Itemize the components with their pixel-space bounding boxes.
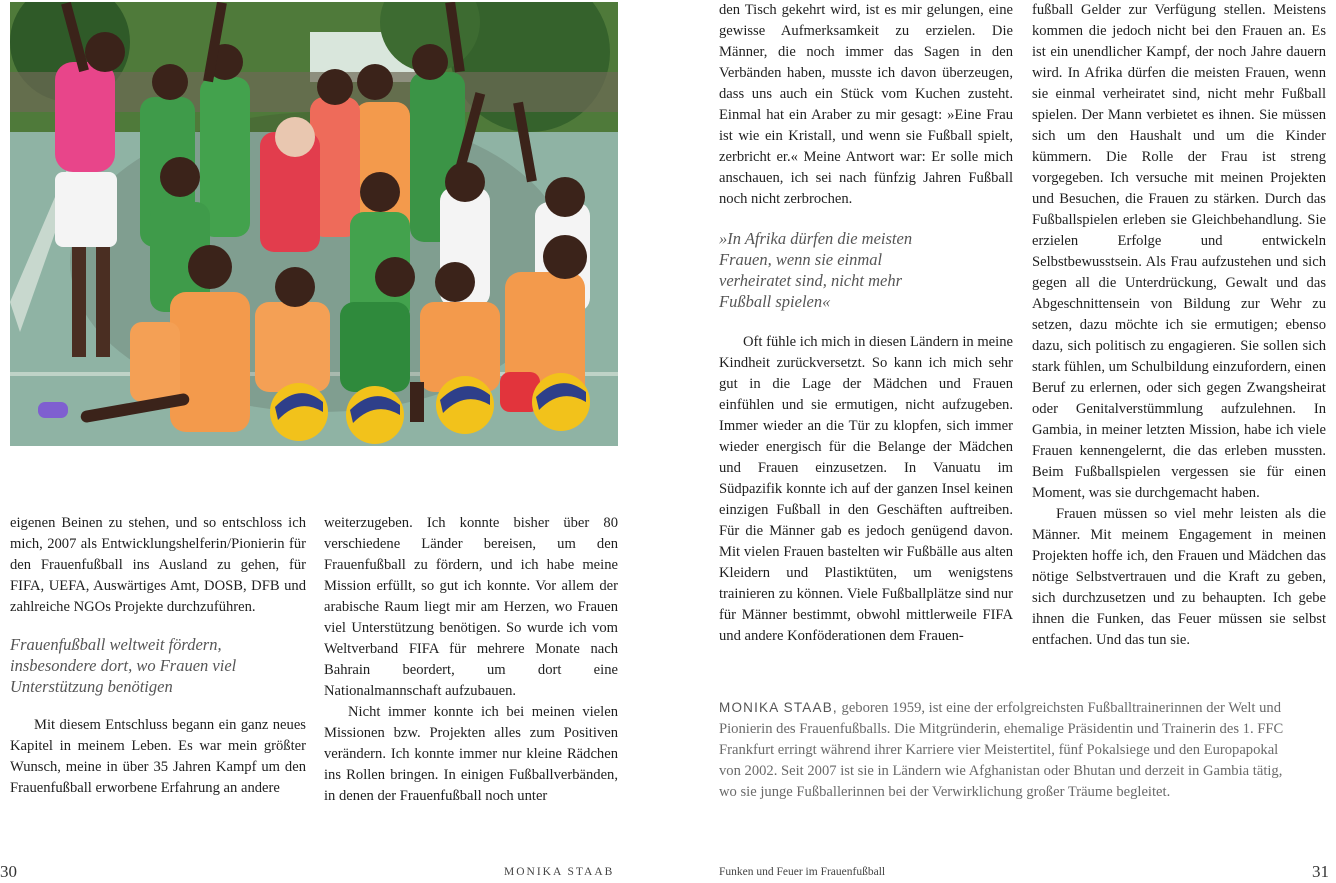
paragraph: fußball Gelder zur Verfügung stellen. Meistens kommen die jedoch nicht bei den Frauen an. Es ist ein unendlicher Kampf, der noch Jahre dauern wird. In Afrika dürfen die meisten Frauen, wenn sie einmal verheiratet sind, nicht mehr Fußball spielen. Der Mann verbietet es ihnen. Sie müssen sich um den Haushalt und um die Kinder kümmern. Die Rolle der Frau ist streng vorgegeben. Ich versuche mit meinen Projekten und Besuchen, die Frauen zu stärken. Durch das Fußballspielen erleben sie Gleichbehandlung. Sie erzielen Erfolge und entwickeln Selbstbewusstsein. Als Frau aufzustehen und sich gegen all die Unterdrückung, Gewalt und das Abgeschnittensein von Bildung zur Wehr zu setzen, dazu möchte ich sie ermutigen; ebenso dazu, sich politisch zu engagieren. Sie sollen sich stark fühlen, um Schulbildung einzufordern, einen Beruf zu erlernen, oder sich gegen Zwangsheirat oder Genitalverstümmlung aufzulehnen. In Gambia, in meiner letzten Mission, habe ich viele Frauen kennengelernt, die das erleben mussten. Beim Fußballspielen vergessen sie für einen Moment, was sie durchgemacht haben.: [1032, 2, 1326, 501]
paragraph: Frauen müssen so viel mehr leisten als die Männer. Mit meinem Engagement in meinen Projekten hoffe ich, den Frauen und Mädchen das nötige Selbstvertrauen und die Kraft zu geben, sich durchzusetzen und zu behaupten. Ich gebe ihnen die Funken, das Feuer müssen sie selbst entfachen. Und das tun sie.: [1032, 506, 1326, 648]
pull-quote-line: Frauen, wenn sie einmal: [719, 250, 883, 269]
author-name: MONIKA STAAB,: [719, 700, 838, 715]
team-photo-illustration: [10, 2, 618, 446]
pull-quote-line: insbesondere dort, wo Frauen viel: [10, 656, 237, 675]
paragraph: eigenen Beinen zu stehen, und so entschloss ich mich, 2007 als Entwicklungshelferin/Pionierin für den Frauenfußball ins Ausland zu gehen, für FIFA, UEFA, Auswärtiges Amt, DOSB, DFB und zahlreiche NGOs Projekte durchzuführen.: [10, 515, 306, 615]
paragraph: Oft fühle ich mich in diesen Ländern in meine Kindheit zurückversetzt. So kann ich mich sehr gut in die Lage der Mädchen und Frauen einfühlen und sie ermutigen, nicht aufzugeben. Immer wieder an die Tür zu klopfen, sich immer wieder energisch für die Belange der Mädchen und Frauen einzusetzen. In Vanuatu im Südpazifik konnte ich auf der ganzen Insel keinen einzigen Fußball in den Geschäften auftreiben. Für die Männer gab es jedoch genügend davon. Mit vielen Frauen bastelten wir Fußbälle aus alten Kleidern und Plastiktüten, um wenigstens trainieren zu können. Viele Fußballplätze sind nur für Männer bestimmt, obwohl mittlerweile FIFA und andere Konföderationen dem Frauen-: [719, 334, 1013, 644]
page-number: 30: [0, 862, 17, 881]
running-head: MONIKA STAAB: [504, 866, 615, 878]
pull-quote: [719, 228, 1013, 312]
author-bio: [719, 697, 1299, 803]
right-column-2: [1032, 0, 1326, 651]
left-column-1: [10, 513, 306, 799]
pull-quote-line: Fußball spielen«: [719, 292, 831, 311]
pull-quote-line: verheiratet sind, nicht mehr: [719, 271, 902, 290]
pull-quote-line: Frauenfußball weltweit fördern,: [10, 635, 222, 654]
paragraph: weiterzugeben. Ich konnte bisher über 80 verschiedene Länder bereisen, um den Frauenfußball zu fördern, und ich habe meine Mission erfüllt, so gut ich konnte. Vor allem der arabische Raum liegt mir am Herzen, wo Frauen viel Unterstützung benötigen. So wurde ich vom Weltverband FIFA für mehrere Monate nach Bahrain beordert, um dort eine Nationalmannschaft aufzubauen.: [324, 515, 618, 699]
pull-quote-line: Unterstützung benötigen: [10, 677, 173, 696]
paragraph: Mit diesem Entschluss begann ein ganz neues Kapitel in meinem Leben. Es war mein größter Wunsch, meine in über 35 Jahren Kampf um den Frauenfußball erworbene Erfahrung an andere: [10, 717, 306, 796]
author-bio-text: geboren 1959, ist eine der erfolgreichsten Fußballtrainerinnen der Welt und Pionierin des Frauenfußballs. Die Mitgründerin, ehemalige Präsidentin und Trainerin des 1. FFC Frankfurt erringt während ihrer Karriere vier Meistertitel, fünf Pokalsiege und den Europapokal von 2002. Seit 2007 ist sie in Ländern wie Afghanistan oder Bhutan und derzeit in Gambia tätig, wo sie junge Fußballerinnen bei der Verwirklichung großer Träume begleitet.: [719, 700, 1284, 800]
paragraph: Nicht immer konnte ich bei meinen vielen Missionen bzw. Projekten alles zum Positiven verändern. Ich konnte immer nur kleine Rädchen ins Rollen bringen. In einigen Fußballverbänden, in denen der Frauenfußball noch unter: [324, 704, 618, 804]
page-number: 31: [1312, 862, 1329, 881]
running-head: Funken und Feuer im Frauenfußball: [719, 866, 886, 878]
right-column-1: [719, 0, 1013, 647]
pull-quote-line: »In Afrika dürfen die meisten: [719, 229, 913, 248]
pull-quote: [10, 634, 306, 697]
team-photo: [10, 2, 618, 446]
paragraph: den Tisch gekehrt wird, ist es mir gelungen, eine gewisse Aufmerksamkeit zu erzielen. Die Männer, die noch immer das Sagen in den Verbänden haben, musste ich davon überzeugen, dass uns auch ein Stück vom Kuchen zusteht. Einmal hat ein Araber zu mir gesagt: »Eine Frau ist wie ein Kristall, und wenn sie Fußball spielt, zerbricht er.« Meine Antwort war: Er solle mich anschauen, ich sei nach fünfzig Jahren Fußball noch nicht zerbrochen.: [719, 2, 1013, 207]
left-column-2: [324, 513, 618, 807]
